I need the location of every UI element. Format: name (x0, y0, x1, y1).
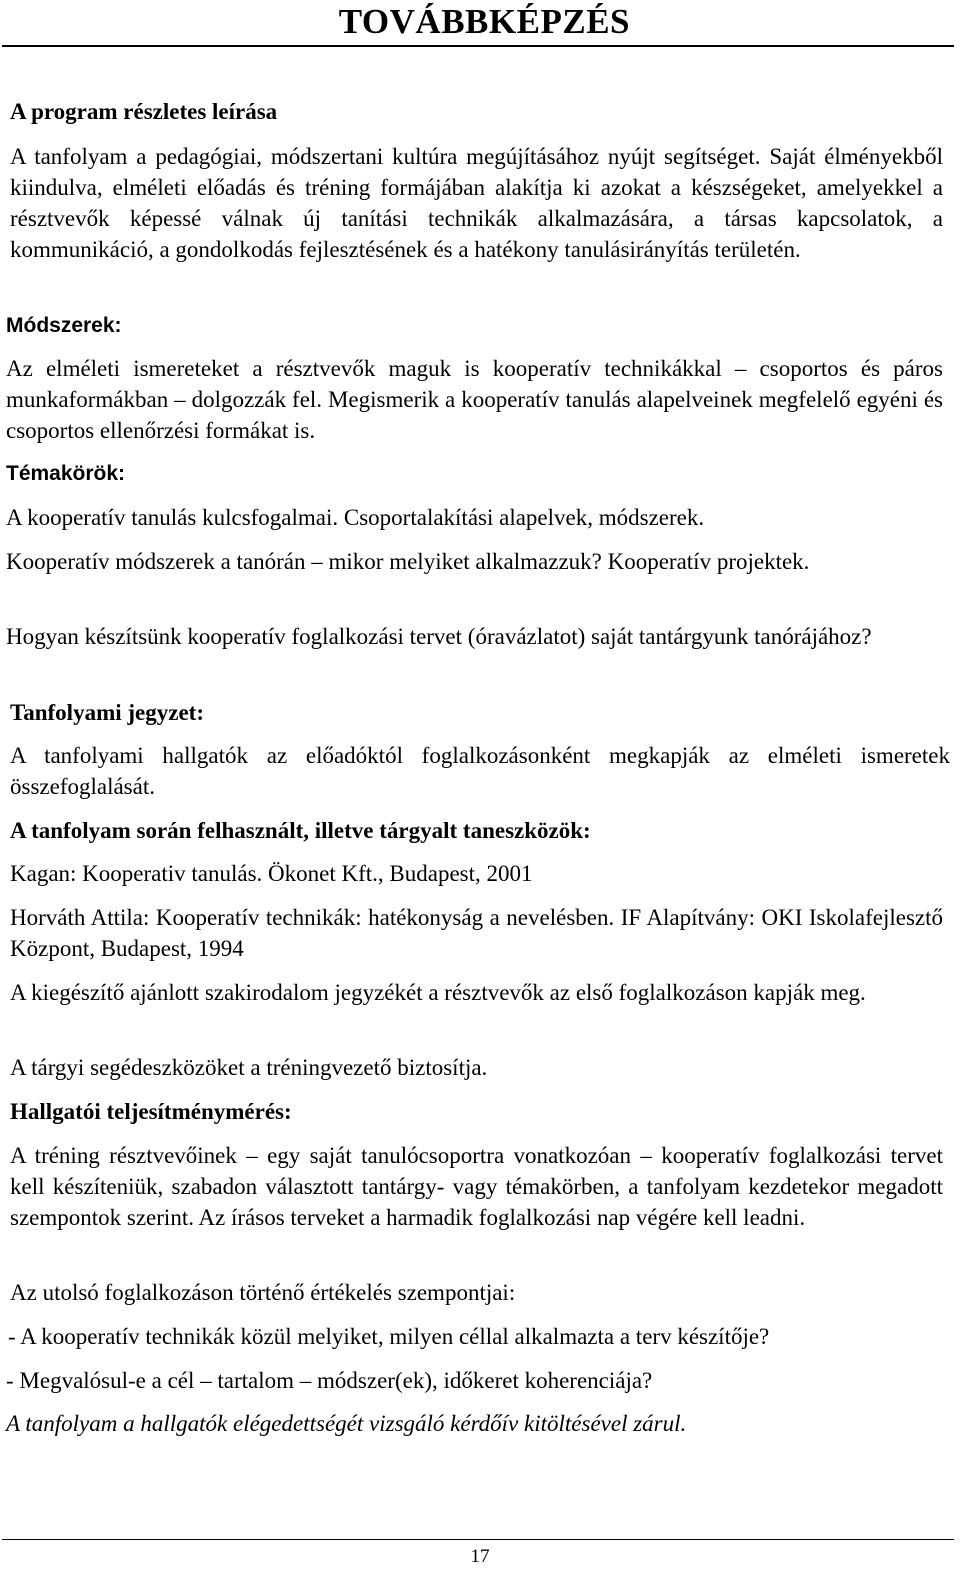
topic-item-1: A kooperatív tanulás kulcsfogalmai. Csoportalakítási alapelvek, módszerek. (6, 505, 705, 530)
assessment-description: A tréning résztvevőinek – egy saját tanulócsoportra vonatkozóan – kooperatív foglalkozási tervet kell készíteniük, szabadon választott tantárgy- vagy témakörben, a tanfolyam kezdetekor megadott szempontok szerint. Az írásos terveket a harmadik foglalkozási nap végére kell leadni. (10, 1143, 943, 1230)
tools-heading: A tanfolyam során felhasznált, illetve tárgyalt taneszközök: (10, 818, 591, 843)
topics-heading (6, 458, 125, 489)
topics-heading-text: Témakörök: (6, 462, 126, 485)
page-number: 17 (470, 1546, 490, 1567)
closing-statement: A tanfolyam a hallgatók elégedettségét vizsgáló kérdőív kitöltésével zárul. (6, 1411, 687, 1436)
criteria-item-1: - A kooperatív technikák közül melyiket, milyen céllal alkalmazta a terv készítője? (8, 1324, 770, 1349)
topic-item-3: Hogyan készítsünk kooperatív foglalkozási tervet (óravázlatot) saját tantárgyunk tanórájához? (6, 624, 872, 649)
tool-item-2: Horváth Attila: Kooperatív technikák: hatékonyság a nevelésben. IF Alapítvány: OKI Iskolafejlesztő Központ, Budapest, 1994 (10, 905, 943, 961)
criteria-intro: Az utolsó foglalkozáson történő értékelés szempontjai: (10, 1280, 516, 1305)
notes-heading: Tanfolyami jegyzet: (10, 700, 204, 725)
methods-heading: Módszerek: (6, 314, 122, 337)
program-description: A tanfolyam a pedagógiai, módszertani kultúra megújításához nyújt segítséget. Saját élményekből kiindulva, elméleti előadás és tréning formájában alakítja ki azokat a készségeket, amelyekkel a résztvevők képessé válnak új tanítási technikák alkalmazására, a társas kapcsolatok, a kommunikáció, a gondolkodás fejlesztésének és a hatékony tanulásirányítás területén. (10, 144, 943, 262)
criteria-item-2: - Megvalósul-e a cél – tartalom – módszer(ek), időkeret koherenciája? (6, 1368, 653, 1393)
program-heading: A program részletes leírása (10, 99, 278, 124)
tool-item-1: Kagan: Kooperativ tanulás. Ökonet Kft., Budapest, 2001 (10, 861, 533, 886)
assessment-heading: Hallgatói teljesítménymérés: (10, 1099, 292, 1124)
topic-item-2: Kooperatív módszerek a tanórán – mikor melyiket alkalmazzuk? Kooperatív projektek. (6, 549, 810, 574)
header-divider (2, 45, 954, 47)
notes-description: A tanfolyami hallgatók az előadóktól foglalkozásonként megkapják az elméleti ismeretek összefoglalását. (10, 743, 950, 799)
page-header-title: TOVÁBBKÉPZÉS (338, 2, 630, 41)
methods-description: Az elméleti ismereteket a résztvevők maguk is kooperatív technikákkal – csoportos és páros munkaformákban – dolgozzák fel. Megismerik a kooperatív tanulás alapelveinek megfelelő egyéni és csoportos ellenőrzési formákat is. (6, 356, 943, 443)
tool-item-4: A tárgyi segédeszközöket a tréningvezető biztosítja. (10, 1055, 488, 1080)
tool-item-3: A kiegészítő ajánlott szakirodalom jegyzékét a résztvevők az első foglalkozáson kapják meg. (10, 980, 866, 1005)
footer-divider (2, 1539, 954, 1540)
